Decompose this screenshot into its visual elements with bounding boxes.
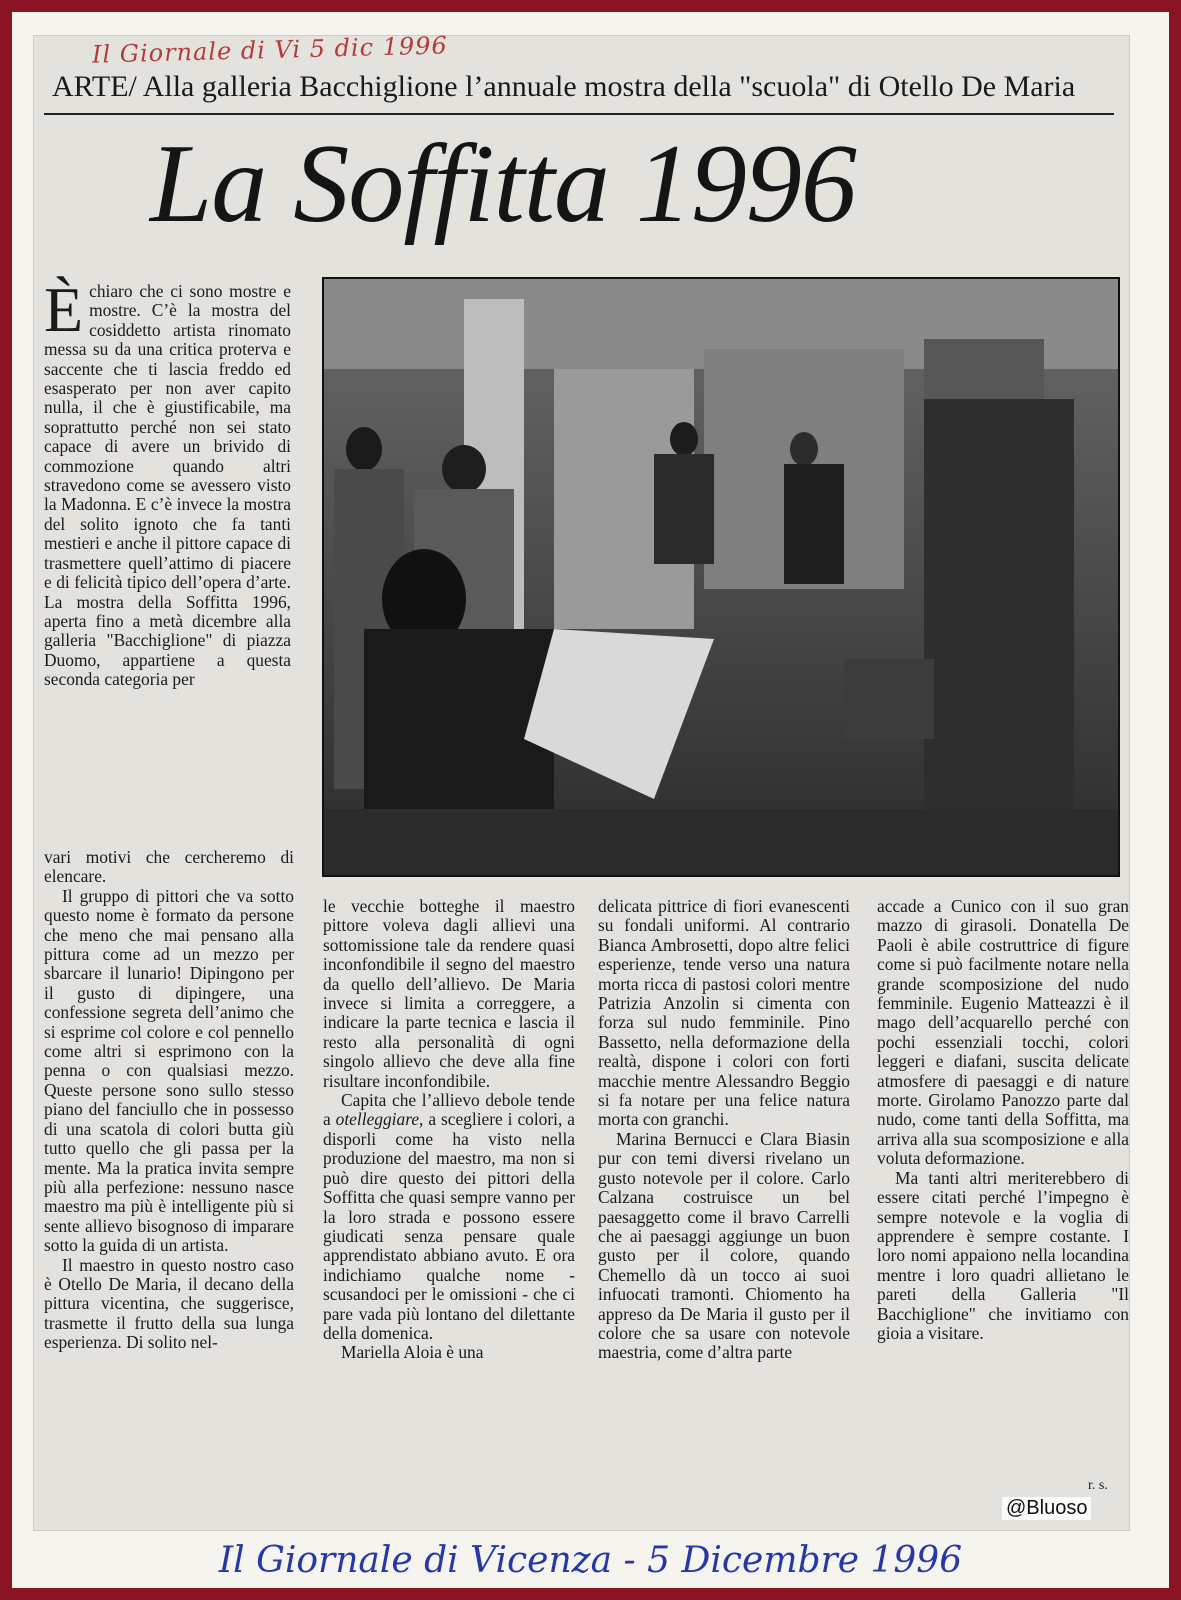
paragraph-text: Capita che l’allievo debole tende a <box>323 1090 575 1130</box>
article-paragraph: le vecchie botteghe il maestro pittore voleva dagli allievi una sottomissione tale da rendere quasi inconfondibile il segno del maestro da quello dell’allievo. De Maria invece si limita a correggere, a indicare la parte tecnica e lascia il resto alla personalità di ogni singolo allievo che deve alla fine risultare inconfondibile. <box>323 896 575 1091</box>
article-paragraph: Il gruppo di pittori che va sotto questo nome è formato da persone che meno che mai pensano alla pittura come ad un mezzo per sbarcare il lunario! Dipingono per il gusto di dipingere, una confessione segreta dell’animo che si esprime col colore e col pennello come altri si esprimono con la penna o con qualsiasi mezzo. Queste persone sono sullo stesso piano del fanciullo che in possesso di una scatola di colori butta giù tutto quello che gli passa per la mente. Ma la pratica invita sempre più alla perfezione: nessuno nasce maestro ma più è intelligente più si sente allievo bisognoso di imparare sotto la guida di un artista. <box>44 885 294 1256</box>
article-paragraph: delicata pittrice di fiori evanescenti su fondali uniformi. Al contrario Bianca Ambrosetti, dopo altre felici esperienze, tende verso una natura morta ricca di pastosi colori mentre Patrizia Anzolin si cimenta con forza sul nudo femminile. Pino Bassetto, nella deformazione della realtà, dispone i colori con forti macchie mentre Alessandro Beggio si fa notare per una felice natura morta con granchi. <box>598 896 850 1130</box>
article-column-4 <box>877 897 1129 1343</box>
article-paragraph: accade a Cunico con il suo gran mazzo di girasoli. Donatella De Paoli è abile costruttrice di figure come si può facilmente notare nella grande scomposizione del nudo femminile. Eugenio Matteazzi è il mago dell’acquarello perché con pochi essenziali tocchi, colori leggeri e diafani, suscita delicate atmosfere di paesaggi e di nature morte. Girolamo Panozzo parte dal nudo, come tanti della Soffitta, ma arriva alla sua scomposizione e alla voluta deformazione. <box>877 896 1129 1169</box>
studio-photo-illustration <box>324 279 1120 877</box>
watermark: @Bluoso <box>1002 1497 1091 1520</box>
article-paragraph <box>323 1091 575 1343</box>
article-column-1-top <box>44 274 291 690</box>
article-kicker: ARTE/ Alla galleria Bacchiglione l’annuale mostra della "scuola" di Otello De Maria <box>52 70 1076 103</box>
article-column-1-bottom <box>44 848 294 1353</box>
article-column-2 <box>323 897 575 1363</box>
article-paragraph: Ma tanti altri meriterebbero di essere citati perché l’impegno è sempre notevole e la voglia di apprendere è sempre costante. I loro nomi appaiono nella locandina mentre i loro quadri allietano le pareti della Galleria "Il Bacchiglione" che invitiamo con gioia a visitare. <box>877 1167 1129 1343</box>
article-paragraph: Marina Bernucci e Clara Biasin pur con temi diversi rivelano un gusto notevole per il colore. Carlo Calzana costruisce un bel paesaggetto come il bravo Carrelli che ai paesaggi aggiunge un buon gusto per il colore, quando Chemello dà un tocco ai suoi infuocati tramonti. Chiomento ha appreso da De Maria il gusto per il colore che sa usare con notevole maestria, come d’altra parte <box>598 1128 850 1363</box>
article-paragraph: vari motivi che cercheremo di elencare. <box>44 847 294 887</box>
header-rule <box>44 113 1114 115</box>
italic-term: otelleggiare <box>335 1109 420 1130</box>
article-paragraph: chiaro che ci sono mostre e mostre. C’è la mostra del cosiddetto artista rinomato messa su da una critica proterva e saccente che ti lascia freddo ed esasperato per non aver capito nulla, il che è giustificabile, ma soprattutto perché non sei stato capace di avere un brivido di commozione quando altri stravedono come se avessero visto la Madonna. E c’è invece la mostra del solito ignoto che fa tanti mestieri e anche il pittore capace di trasmettere quell’attimo di piacere e di felicità tipico dell’opera d’arte. La mostra della Soffitta 1996, aperta fino a metà dicembre alla galleria "Bacchiglione" di piazza Duomo, appartiene a questa seconda categoria per <box>44 281 291 690</box>
article-column-3 <box>598 897 850 1363</box>
paragraph-text: , a scegliere i colori, a disporli come ha visto nella produzione del maestro, ma non si può dire questo dei pittori della Soffitta che quasi sempre vanno per la loro strada e possono essere giudicati senza pensare quale apprendistato abbiano avuto. E ora indichiamo qualche nome - scusandoci per le omissioni - che ci pare vada più lontano del dilettante della domenica. <box>323 1109 575 1343</box>
source-caption: Il Giornale di Vicenza - 5 Dicembre 1996 <box>218 1540 963 1581</box>
article-paragraph: Mariella Aloia è una <box>341 1342 484 1363</box>
studio-photo <box>322 277 1120 877</box>
author-signature: r. s. <box>1088 1478 1108 1493</box>
article-headline: La Soffitta 1996 <box>150 122 856 246</box>
handwritten-note: Il Giornale di Vi 5 dic 1996 <box>91 31 449 69</box>
article-paragraph: Il maestro in questo nostro caso è Otello De Maria, il decano della pittura vicentina, che suggerisce, trasmette il frutto della sua lunga esperienza. Di solito nel- <box>44 1254 294 1353</box>
drop-cap: È <box>44 274 84 345</box>
